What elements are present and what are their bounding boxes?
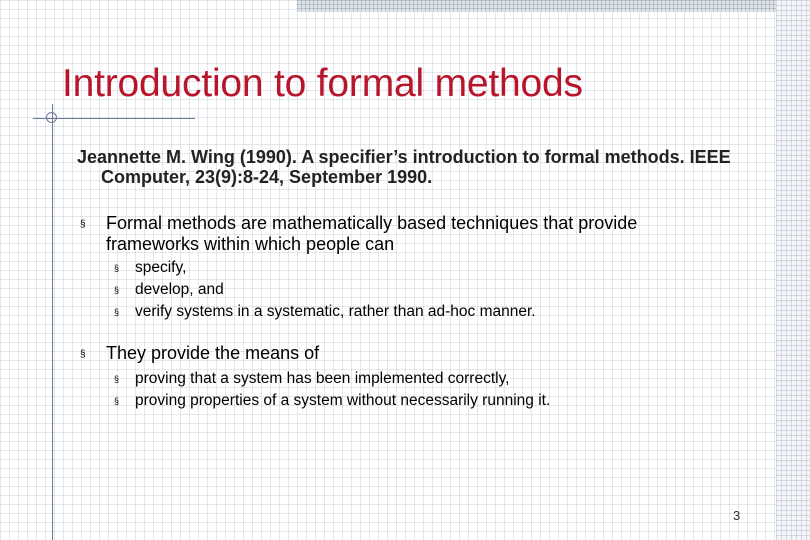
title-underline <box>33 118 195 119</box>
sub-bullet-develop <box>114 281 224 299</box>
bullet-text: They provide the means of <box>106 343 320 363</box>
citation-reference: Jeannette M. Wing (1990). A specifier’s introduction to formal methods. IEEE Computer, 23(9):8-24, September 1990. <box>77 147 731 187</box>
sub-bullet-verify <box>114 303 536 321</box>
sub-bullet-text: develop, and <box>135 281 224 298</box>
decorative-top-bar <box>297 0 810 12</box>
sub-bullet-specify <box>114 259 186 277</box>
sub-bullet-marker: § <box>114 374 120 384</box>
page-number: 3 <box>733 508 741 523</box>
sub-bullet-marker: § <box>114 285 120 295</box>
bullet-means <box>80 343 720 364</box>
sub-bullet-marker: § <box>114 396 120 406</box>
sub-bullet-marker: § <box>114 263 120 273</box>
sub-bullet-text: proving properties of a system without necessarily running it. <box>135 392 551 409</box>
bullet-text: Formal methods are mathematically based techniques that provide frameworks within which people can <box>106 213 638 254</box>
left-vertical-rule <box>52 104 53 540</box>
sub-bullet-marker: § <box>114 307 120 317</box>
sub-bullet-proving-properties <box>114 392 550 410</box>
bullet-marker: § <box>80 349 86 360</box>
bullet-marker: § <box>80 219 86 230</box>
decorative-right-bar <box>776 0 810 540</box>
sub-bullet-text: specify, <box>135 259 187 276</box>
sub-bullet-proving-correctness <box>114 370 509 388</box>
slide-title: Introduction to formal methods <box>62 62 583 105</box>
sub-bullet-text: verify systems in a systematic, rather than ad-hoc manner. <box>135 303 536 320</box>
bullet-formal-methods <box>80 213 720 255</box>
sub-bullet-text: proving that a system has been implemented correctly, <box>135 370 510 387</box>
rule-circle-ornament <box>46 112 57 123</box>
